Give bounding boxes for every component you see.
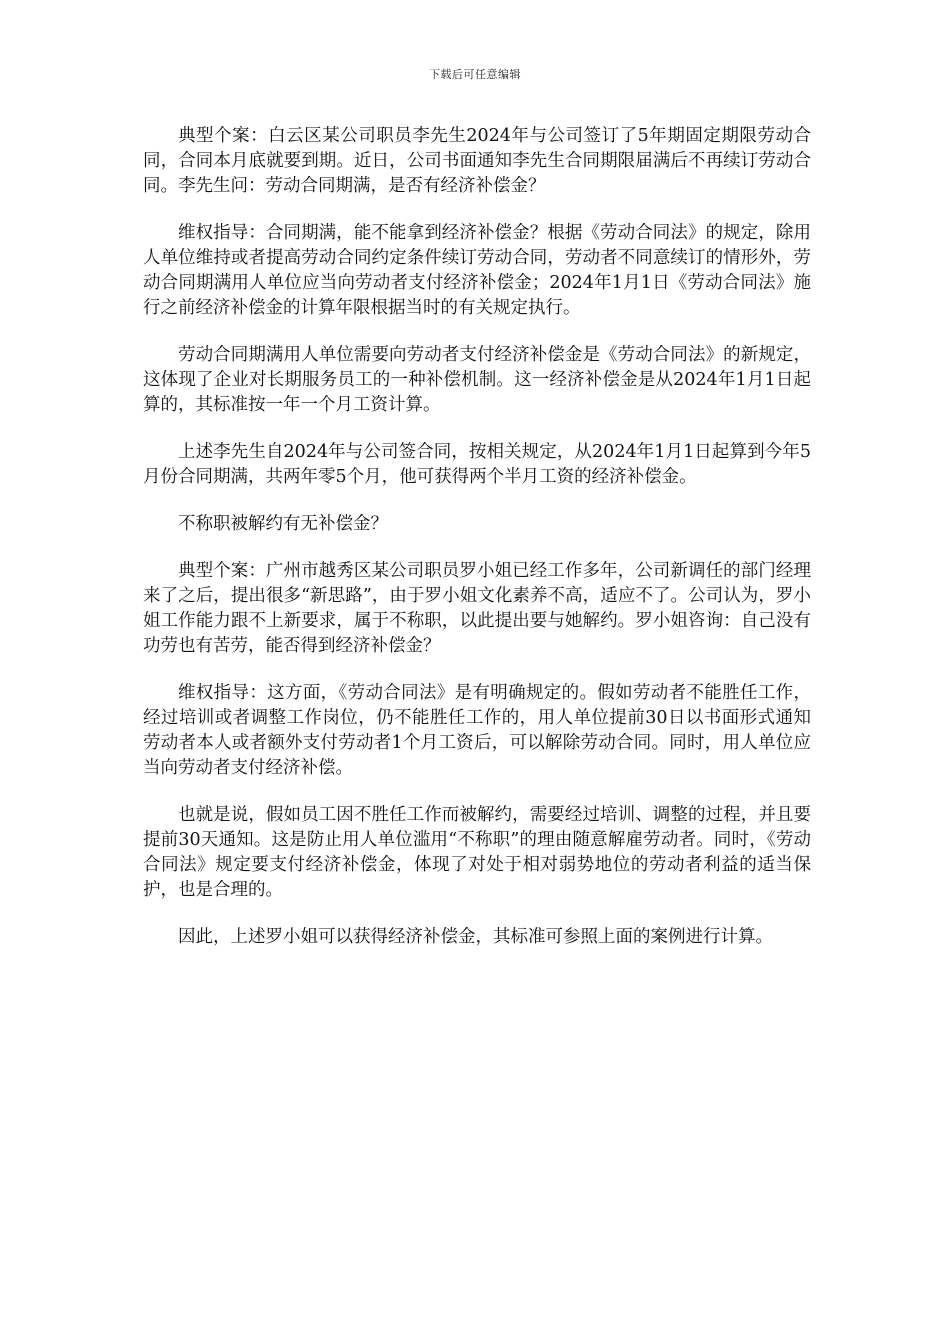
section-heading: 不称职被解约有无补偿金？ xyxy=(178,514,388,534)
paragraph-case-2: 典型个案：广州市越秀区某公司职员罗小姐已经工作多年，公司新调任的部门经理来了之后，提出很多“新思路”，由于罗小姐文化素养不高，适应不了。公司认为，罗小姐工作能力跟不上新要求，属于不称职，以此提出要与她解约。罗小姐咨询：自己没有功劳也有苦劳，能否得到经济补偿金？ xyxy=(143,561,811,656)
page-header: 下载后可任意编辑 xyxy=(429,68,521,81)
paragraph-case-1: 典型个案：白云区某公司职员李先生2024年与公司签订了5年期固定期限劳动合同，合同本月底就要到期。近日，公司书面通知李先生合同期限届满后不再续订劳动合同。李先生问：劳动合同期满，是否有经济补偿金？ xyxy=(143,126,811,196)
document-body xyxy=(143,124,811,972)
paragraph-explanation-1: 劳动合同期满用人单位需要向劳动者支付经济补偿金是《劳动合同法》的新规定，这体现了企业对长期服务员工的一种补偿机制。这一经济补偿金是从2024年1月1日起算的，其标准按一年一个月工资计算。 xyxy=(143,345,811,415)
paragraph-calculation-1: 上述李先生自2024年与公司签合同，按相关规定，从2024年1月1日起算到今年5月份合同期满，共两年零5个月，他可获得两个半月工资的经济补偿金。 xyxy=(143,442,811,487)
paragraph-explanation-2: 也就是说，假如员工因不胜任工作而被解约，需要经过培训、调整的过程，并且要提前30天通知。这是防止用人单位滥用“不称职”的理由随意解雇劳动者。同时，《劳动合同法》规定要支付经济补偿金，体现了对处于相对弱势地位的劳动者利益的适当保护，也是合理的。 xyxy=(143,805,811,900)
paragraph-guidance-2: 维权指导：这方面，《劳动合同法》是有明确规定的。假如劳动者不能胜任工作，经过培训或者调整工作岗位，仍不能胜任工作的，用人单位提前30日以书面形式通知劳动者本人或者额外支付劳动者1个月工资后，可以解除劳动合同。同时，用人单位应当向劳动者支付经济补偿。 xyxy=(143,683,811,778)
paragraph-guidance-1: 维权指导：合同期满，能不能拿到经济补偿金？根据《劳动合同法》的规定，除用人单位维持或者提高劳动合同约定条件续订劳动合同，劳动者不同意续订的情形外，劳动合同期满用人单位应当向劳动者支付经济补偿金；2024年1月1日《劳动合同法》施行之前经济补偿金的计算年限根据当时的有关规定执行。 xyxy=(143,223,811,318)
paragraph-conclusion: 因此，上述罗小姐可以获得经济补偿金，其标准可参照上面的案例进行计算。 xyxy=(178,927,773,947)
